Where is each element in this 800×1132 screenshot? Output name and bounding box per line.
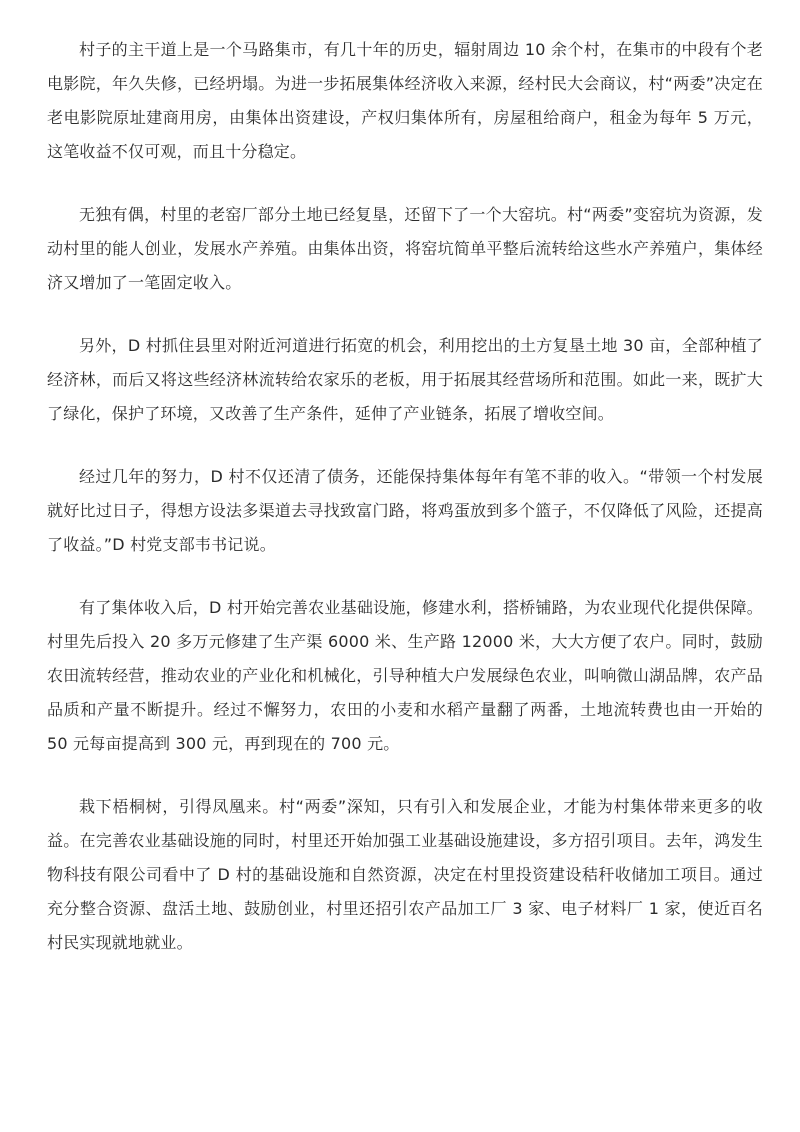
paragraph-industry-projects: 栽下梧桐树，引得凤凰来。村“两委”深知，只有引入和发展企业，才能为村集体带来更多的收益。在完善农业基础设施的同时，村里还开始加强工业基础设施建设，多方招引项目。去年，鸿发生物科技有限公司看中了 D 村的基础设施和自然资源，决定在村里投资建设秸秆收储加工项目。通过充分整合资源、盘活土地、鼓励创业，村里还招引农产品加工厂 3 家、电子材料厂 1 家，使近百名村民实现就地就业。 (47, 797, 763, 952)
paragraph-market-cinema: 村子的主干道上是一个马路集市，有几十年的历史，辐射周边 10 余个村，在集市的中段有个老电影院，年久失修，已经坍塌。为进一步拓展集体经济收入来源，经村民大会商议，村“两委”决定在老电影院原址建商用房，由集体出资建设，产权归集体所有，房屋租给商户，租金为每年 5 万元，这笔收益不仅可观，而且十分稳定。 (47, 40, 763, 161)
paragraph-economic-forest: 另外，D 村抓住县里对附近河道进行拓宽的机会，利用挖出的土方复垦土地 30 亩，全部种植了经济林，而后又将这些经济林流转给农家乐的老板，用于拓展其经营场所和范围。如此一来，既扩大了绿化，保护了环境，又改善了生产条件，延伸了产业链条，拓展了增收空间。 (47, 336, 763, 423)
paragraph-agri-infrastructure: 有了集体收入后，D 村开始完善农业基础设施，修建水利，搭桥铺路，为农业现代化提供保障。村里先后投入 20 多万元修建了生产渠 6000 米、生产路 12000 米，大大方便了农户。同时，鼓励农田流转经营，推动农业的产业化和机械化，引导种植大户发展绿色农业，叫响微山湖品牌，农产品品质和产量不断提升。经过不懈努力，农田的小麦和水稻产量翻了两番，土地流转费也由一开始的 50 元每亩提高到 300 元，再到现在的 700 元。 (47, 598, 763, 753)
document-page (47, 33, 763, 960)
paragraph-debt-cleared: 经过几年的努力，D 村不仅还清了债务，还能保持集体每年有笔不菲的收入。“带领一个村发展就好比过日子，得想方设法多渠道去寻找致富门路，将鸡蛋放到多个篮子，不仅降低了风险，还提高了收益。”D 村党支部韦书记说。 (47, 467, 763, 554)
paragraph-kiln-pit: 无独有偶，村里的老窑厂部分土地已经复垦，还留下了一个大窑坑。村“两委”变窑坑为资源，发动村里的能人创业，发展水产养殖。由集体出资，将窑坑简单平整后流转给这些水产养殖户，集体经济又增加了一笔固定收入。 (47, 205, 763, 292)
